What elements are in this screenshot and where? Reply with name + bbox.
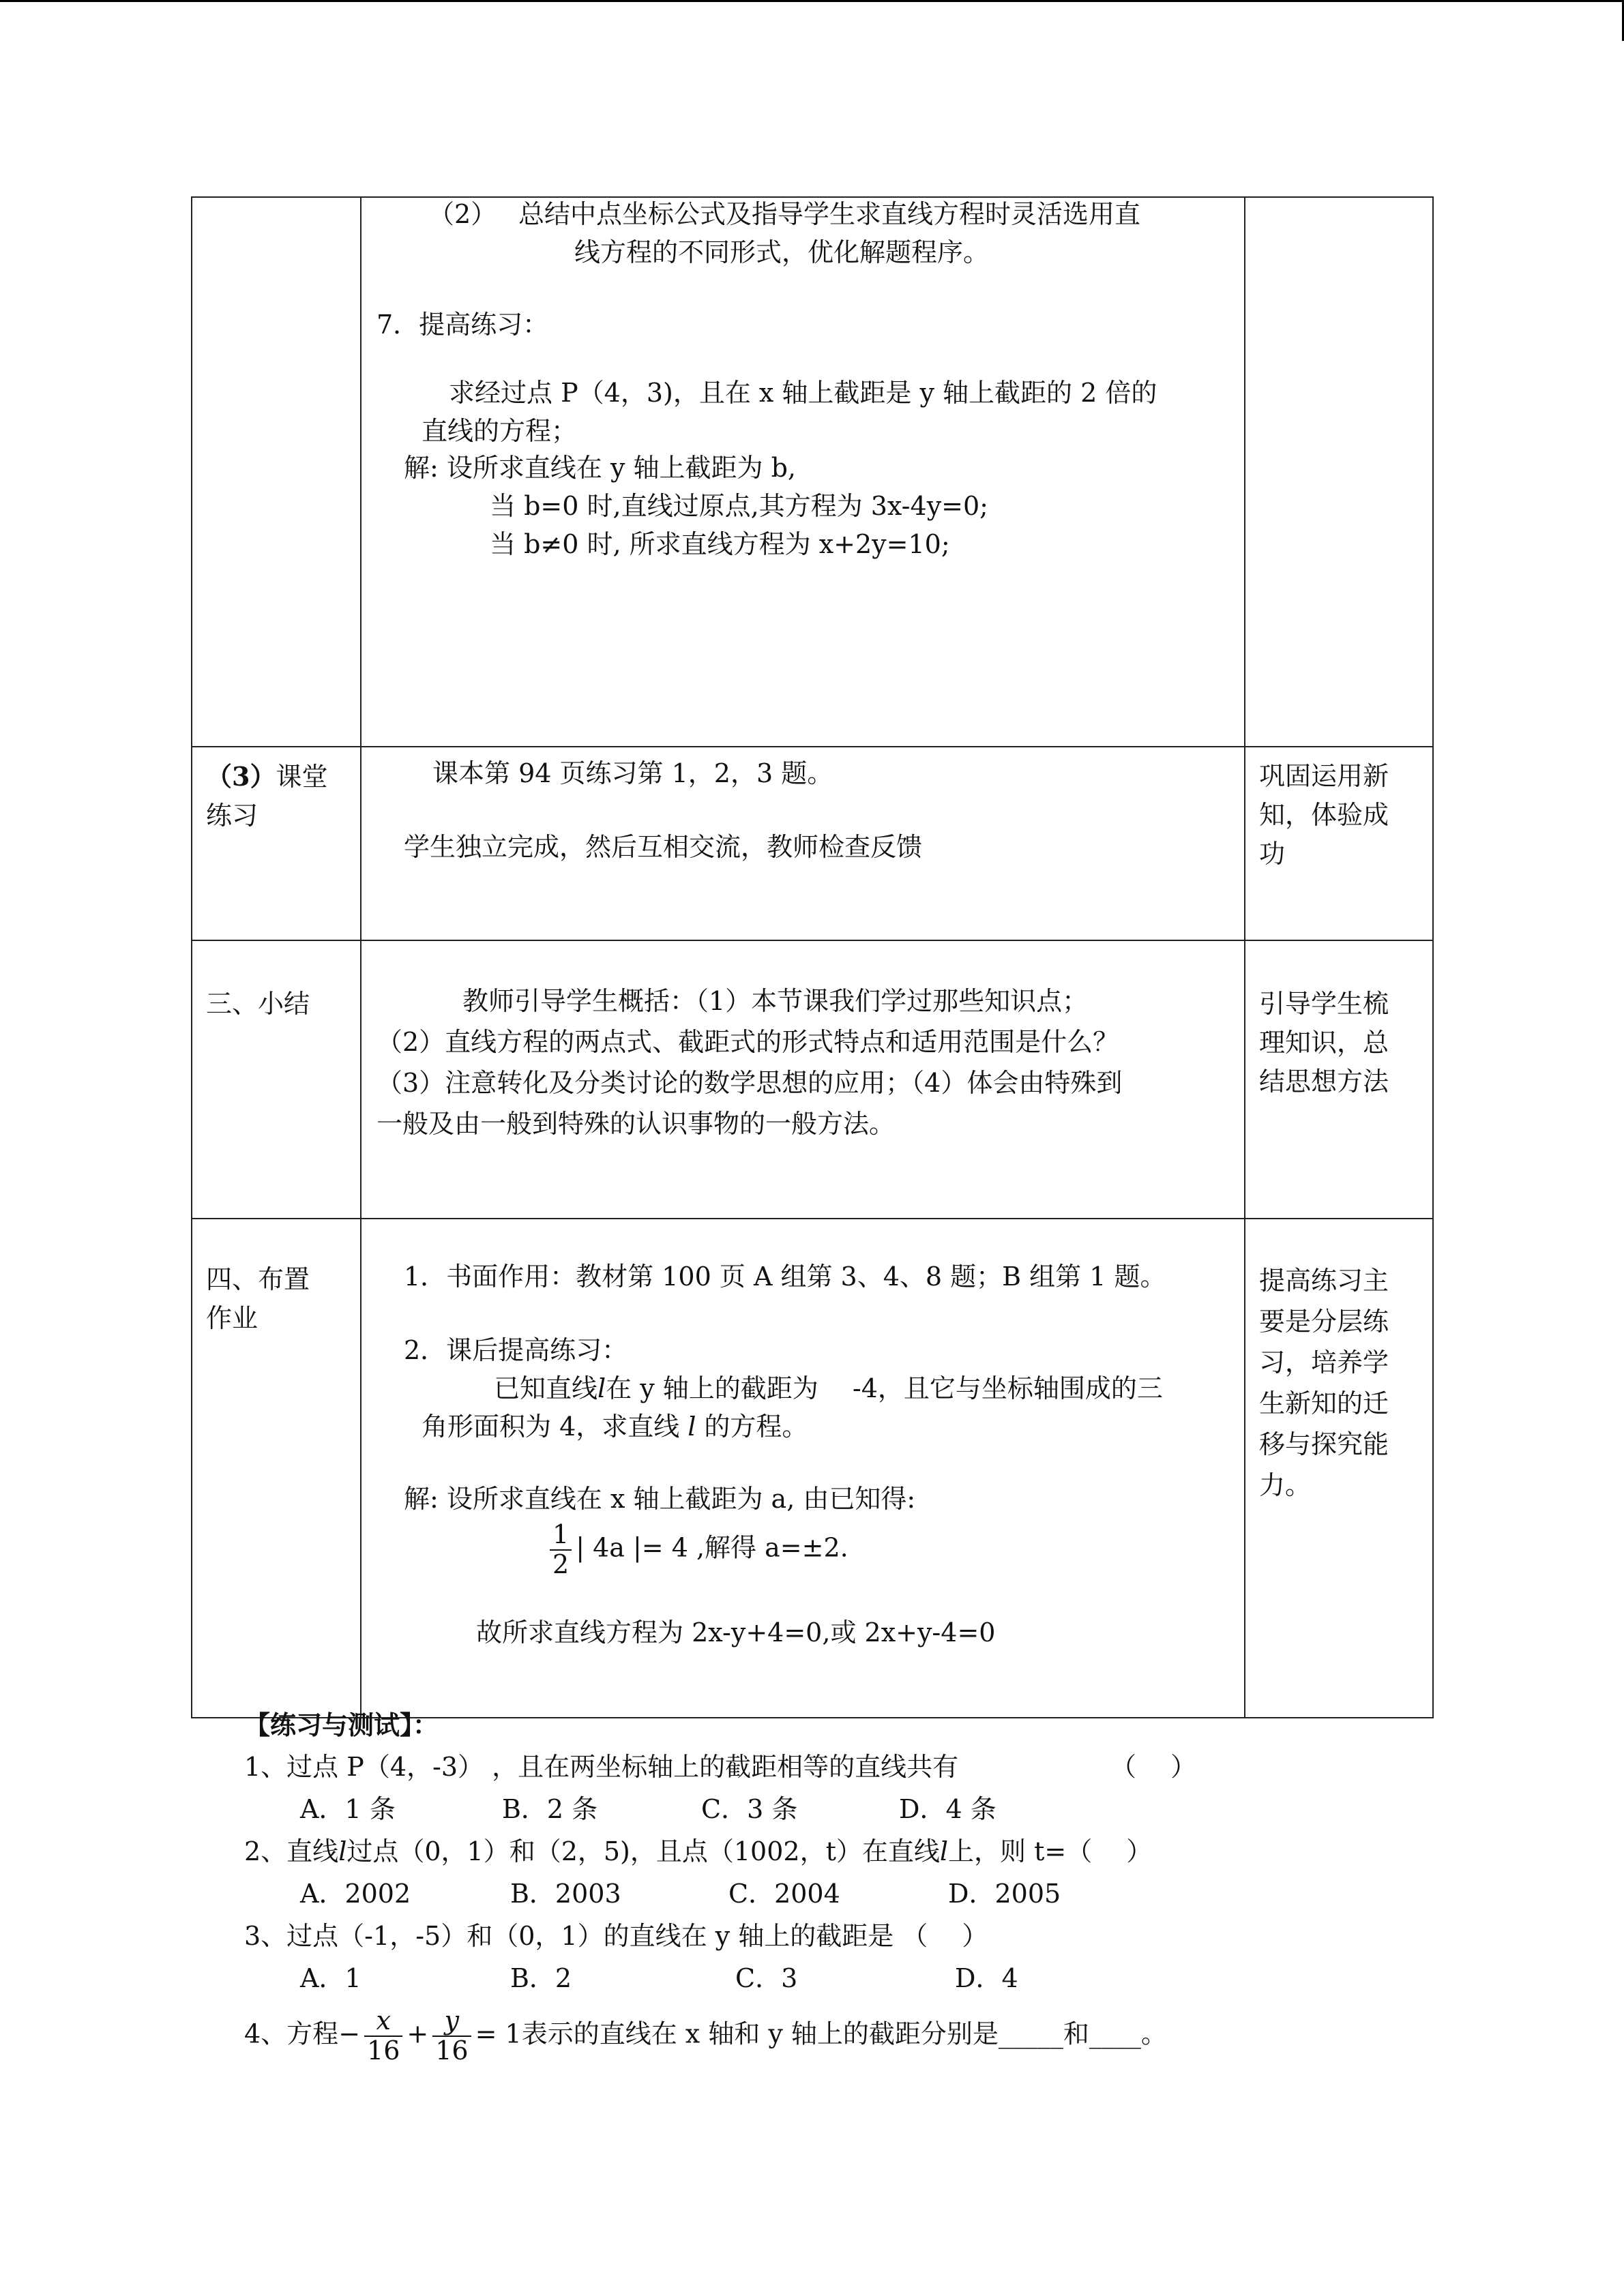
solution-line2: 当 b=0 时,直线过原点,其方程为 3x-4y=0; xyxy=(490,491,988,521)
q3-option-b: B．2 xyxy=(510,1963,572,1993)
row1-label-cell xyxy=(192,197,361,747)
row2-label-text1: 课堂 xyxy=(276,762,328,792)
line-l-symbol: l xyxy=(338,1836,347,1866)
row2-label-number: （3） xyxy=(206,761,276,792)
row2-note-cell xyxy=(1245,747,1433,940)
problem-line2: 角形面积为 4，求直线 l 的方程。 xyxy=(422,1412,808,1442)
plus-sign: + xyxy=(407,2018,429,2049)
question-4: 4、方程− $\frac{x}{16}$ + $\frac{y}{16}$ = 1表示的直线在 x 轴和 y 轴上的截距分别是_____和____。 xyxy=(244,2006,1167,2066)
row4-label-cell xyxy=(192,1219,361,1718)
homework-2: 2．课后提高练习： xyxy=(404,1335,628,1365)
q3-option-c: C．3 xyxy=(735,1963,798,1993)
row3-content-cell xyxy=(361,940,1245,1219)
row2-label-text2: 练习 xyxy=(206,801,259,831)
q3-option-a: A．1 xyxy=(300,1963,361,1993)
minus-sign: − xyxy=(338,2018,361,2049)
line-l-symbol: l xyxy=(939,1836,949,1866)
question-1-answer-paren: （ ） xyxy=(1110,1752,1197,1782)
item2-line1: 总结中点坐标公式及指导学生求直线方程时灵活选用直 xyxy=(518,199,1141,229)
row4-label-line1: 四、布置 xyxy=(206,1264,310,1294)
q1-option-a: A．1 条 xyxy=(300,1794,396,1824)
q1-option-d: D．4 条 xyxy=(899,1794,996,1824)
q2-option-b: B．2003 xyxy=(510,1879,621,1909)
row3-note-line3: 结思想方法 xyxy=(1259,1067,1389,1097)
solution-line3: 故所求直线方程为 2x-y+4=0,或 2x+y-4=0 xyxy=(476,1617,996,1648)
lesson-table xyxy=(191,196,1434,1718)
row4-note-line3: 习，培养学 xyxy=(1259,1347,1389,1378)
table-row xyxy=(192,940,1433,1219)
heading-7: 7．提高练习： xyxy=(377,310,549,340)
row3-line3: （3）注意转化及分类讨论的数学思想的应用；（4）体会由特殊到 xyxy=(377,1068,1123,1098)
row3-line2: （2）直线方程的两点式、截距式的形式特点和适用范围是什么？ xyxy=(377,1027,1119,1057)
row4-label-line2: 作业 xyxy=(206,1303,259,1333)
row2-line1: 课本第 94 页练习第 1，2，3 题。 xyxy=(432,758,833,788)
row4-note-line4: 生新知的迁 xyxy=(1259,1388,1389,1419)
question-2: 2、直线l过点（0，1）和（2，5)，且点（1002，t）在直线l上，则 t=（ ） xyxy=(244,1836,1153,1866)
q1-option-c: C．3 条 xyxy=(701,1794,798,1824)
row2-label-cell xyxy=(192,747,361,940)
row3-note-cell xyxy=(1245,940,1433,1219)
row4-note-line6: 力。 xyxy=(1259,1470,1312,1501)
table-row xyxy=(192,1219,1433,1718)
item2-number: （2） xyxy=(428,199,497,229)
row4-note-line1: 提高练习主 xyxy=(1259,1266,1389,1296)
fraction-y-16: $\frac{y}{16}$ xyxy=(432,2007,471,2066)
solution-line1: 解: 设所求直线在 y 轴上截距为 b, xyxy=(404,453,796,483)
row2-content-cell xyxy=(361,747,1245,940)
row2-line2: 学生独立完成，然后互相交流，教师检查反馈 xyxy=(404,832,923,862)
problem-line1: 已知直线l在 y 轴上的截距为 -4，且它与坐标轴围成的三 xyxy=(494,1373,1163,1403)
table-row xyxy=(192,747,1433,940)
row3-note-line1: 引导学生梳 xyxy=(1259,989,1389,1019)
row4-content-cell xyxy=(361,1219,1245,1718)
q3-option-d: D．4 xyxy=(955,1963,1018,1993)
q1-option-b: B．2 条 xyxy=(502,1794,598,1824)
fraction-one-half: $\frac{1}{2}$ xyxy=(550,1521,572,1579)
problem-line2: 直线的方程； xyxy=(422,416,578,446)
solution-equation: $\frac{1}{2}$ | 4a |= 4 ,解得 a=±2. xyxy=(546,1521,848,1579)
row3-label: 三、小结 xyxy=(206,989,310,1019)
line-l-symbol: l xyxy=(597,1373,606,1403)
row1-content-cell xyxy=(361,197,1245,747)
fraction-x-16: $\frac{x}{16}$ xyxy=(364,2007,402,2066)
q2-option-c: C．2004 xyxy=(728,1879,840,1909)
line-l-symbol: l xyxy=(688,1412,696,1442)
q2-option-d: D．2005 xyxy=(948,1879,1061,1909)
solution-line1: 解: 设所求直线在 x 轴上截距为 a, 由已知得: xyxy=(404,1484,916,1514)
row3-label-cell xyxy=(192,940,361,1219)
item2-line2: 线方程的不同形式，优化解题程序。 xyxy=(574,237,990,267)
row2-note-line2: 知，体验成 xyxy=(1259,800,1389,830)
row1-note-cell xyxy=(1245,197,1433,747)
row2-note-line1: 巩固运用新 xyxy=(1259,761,1389,791)
row3-note-line2: 理知识，总 xyxy=(1259,1028,1389,1058)
row4-note-line5: 移与探究能 xyxy=(1259,1429,1389,1460)
table-row xyxy=(192,197,1433,747)
row4-note-line2: 要是分层练 xyxy=(1259,1307,1389,1337)
question-3: 3、过点（-1，-5）和（0，1）的直线在 y 轴上的截距是 （ ） xyxy=(244,1921,988,1951)
row3-line1: 教师引导学生概括：（1）本节课我们学过那些知识点； xyxy=(462,986,1089,1016)
equals-one: = 1 xyxy=(475,2018,522,2049)
solution-line3: 当 b≠0 时, 所求直线方程为 x+2y=10; xyxy=(490,529,950,559)
question-1: 1、过点 P（4，-3） ，且在两坐标轴上的截距相等的直线共有 xyxy=(244,1752,959,1782)
row3-line4: 一般及由一般到特殊的认识事物的一般方法。 xyxy=(377,1109,896,1139)
q2-option-a: A．2002 xyxy=(300,1879,411,1909)
row2-note-line3: 功 xyxy=(1259,839,1286,869)
page-top-border xyxy=(0,0,1624,2)
row4-note-cell xyxy=(1245,1219,1433,1718)
problem-line1: 求经过点 P（4，3)，且在 x 轴上截距是 y 轴上截距的 2 倍的 xyxy=(449,378,1157,408)
homework-1: 1．书面作用：教材第 100 页 A 组第 3、4、8 题；B 组第 1 题。 xyxy=(404,1262,1166,1292)
exercises-title: 【练习与测试】： xyxy=(244,1710,439,1740)
